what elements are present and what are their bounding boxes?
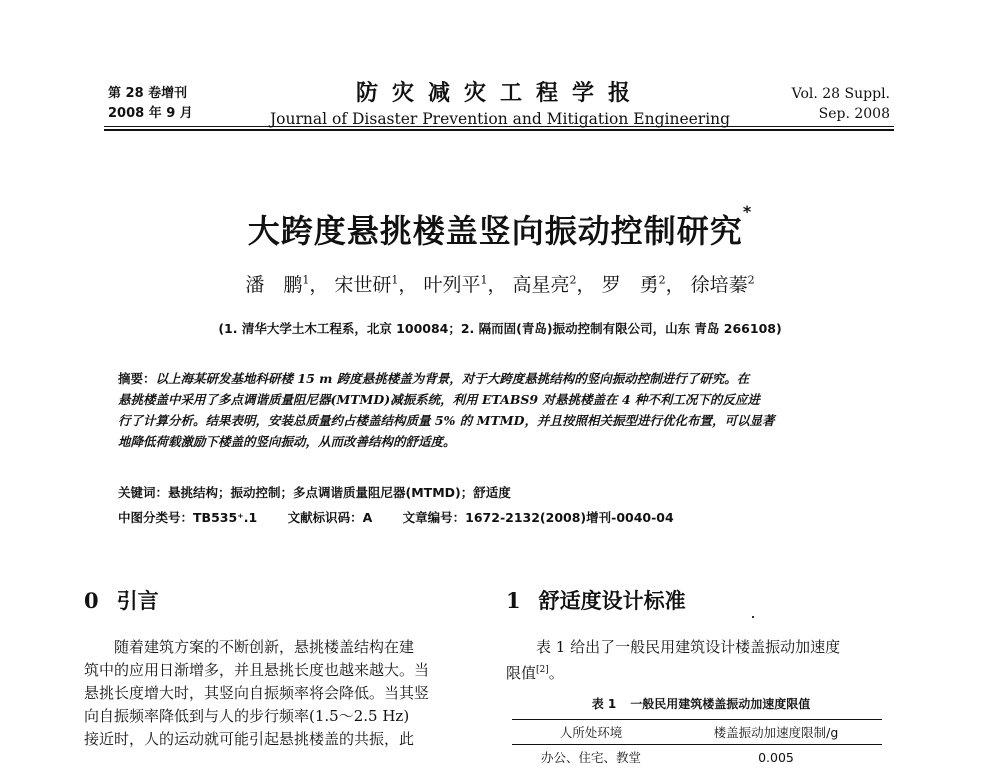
author: 高星亮$^2$ [513, 274, 577, 296]
journal-issue-info-en [792, 84, 890, 124]
journal-name-en: Journal of Disaster Prevention and Mitigation Engineering [250, 108, 750, 130]
journal-name-cn: 防灾减灾工程学报 [250, 80, 750, 108]
doc-code-value: A [363, 510, 373, 525]
introduction-body [84, 636, 474, 751]
table-header-cell: 人所处环境 [512, 720, 670, 745]
author: 潘 鹏$^1$ [245, 274, 309, 296]
table-cell: 0.005 [670, 745, 882, 769]
section-title: 舒适度设计标准 [539, 589, 686, 613]
table-caption-text: 一般民用建筑楼盖振动加速度限值 [630, 697, 810, 711]
article-number-label: 文章编号： [403, 510, 466, 525]
body-line: 向自振频率降低到与人的步行频率(1.5～2.5 Hz) [84, 705, 474, 728]
author-list: 潘 鹏$^1$， 宋世研$^1$， 叶列平$^1$， 高星亮$^2$， 罗 勇$^2$， 徐培蓁$^2$ [0, 270, 1000, 297]
date-cn: 2008 年 9 月 [108, 104, 193, 124]
volume-en: Vol. 28 Suppl. [792, 84, 890, 104]
title-footnote-mark: * [743, 202, 752, 221]
abstract-line: 摘要：以上海某研发基地科研楼 15 m 跨度悬挑楼盖为背景，对于大跨度悬挑结构的竖向振动控制进行了研究。在 [118, 368, 878, 389]
author: 宋世研$^1$ [334, 274, 398, 296]
abstract-line: 地降低荷载激励下楼盖的竖向振动，从而改善结构的舒适度。 [118, 431, 878, 452]
article-number-value: 1672-2132(2008)增刊-0040-04 [465, 510, 674, 525]
table-number: 表 1 [592, 697, 617, 711]
classification-info [118, 508, 878, 526]
print-speck [752, 616, 754, 618]
body-line: 接近时，人的运动就可能引起悬挑楼盖的共振，此 [84, 728, 474, 751]
clc-label: 中图分类号： [118, 510, 193, 525]
journal-issue-info [108, 84, 193, 124]
keywords-label: 关键词： [118, 485, 168, 500]
header-rule-thin [104, 126, 894, 127]
body-line: 随着建筑方案的不断创新，悬挑楼盖结构在建 [84, 636, 474, 659]
section-number: 1 [506, 588, 521, 613]
date-en: Sep. 2008 [792, 104, 890, 124]
abstract-label: 摘要： [118, 371, 156, 386]
table-row [512, 745, 882, 769]
body-line: 筑中的应用日渐增多，并且悬挑长度也越来越大。当 [84, 659, 474, 682]
body-line: 表 1 给出了一般民用建筑设计楼盖振动加速度 [506, 636, 896, 659]
paper-title-text: 大跨度悬挑楼盖竖向振动控制研究 [248, 212, 743, 250]
section-number: 0 [84, 588, 99, 613]
abstract-line: 行了计算分析。结果表明，安装总质量约占楼盖结构质量 5% 的 MTMD，并且按照相关振型进行优化布置，可以显著 [118, 410, 878, 431]
abstract-line: 悬挑楼盖中采用了多点调谐质量阻尼器(MTMD)减振系统，利用 ETABS9 对悬挑楼盖在 4 种不利工况下的反应进 [118, 389, 878, 410]
author: 罗 勇$^2$ [602, 274, 666, 296]
table-header-row [512, 720, 882, 745]
author: 徐培蓁$^2$ [691, 274, 755, 296]
volume-cn: 第 28 卷增刊 [108, 84, 193, 104]
author: 叶列平$^1$ [423, 274, 487, 296]
table-caption [506, 695, 896, 712]
doc-code-label: 文献标识码： [288, 510, 363, 525]
section-heading-introduction [84, 585, 159, 615]
section-title: 引言 [117, 589, 159, 613]
clc-value: TB535⁺.1 [193, 510, 257, 525]
table-cell: 办公、住宅、教堂 [512, 745, 670, 769]
keywords-text: 悬挑结构；振动控制；多点调谐质量阻尼器(MTMD)；舒适度 [168, 485, 511, 500]
citation-ref: [2] [536, 665, 549, 675]
journal-name [250, 80, 750, 130]
comfort-standard-body [506, 636, 896, 685]
body-line: 悬挑长度增大时，其竖向自振频率将会降低。当其竖 [84, 682, 474, 705]
paper-title [0, 206, 1000, 252]
keywords [118, 483, 878, 501]
abstract [118, 368, 878, 452]
body-line: 限值[2]。 [506, 659, 896, 685]
header-rule-thick [104, 129, 894, 131]
acceleration-limit-table [512, 719, 882, 769]
section-heading-comfort-standard [506, 585, 686, 615]
table-header-cell: 楼盖振动加速度限制/g [670, 720, 882, 745]
affiliations: (1. 清华大学土木工程系，北京 100084；2. 隔而固(青岛)振动控制有限公司，山东 青岛 266108) [0, 319, 1000, 337]
